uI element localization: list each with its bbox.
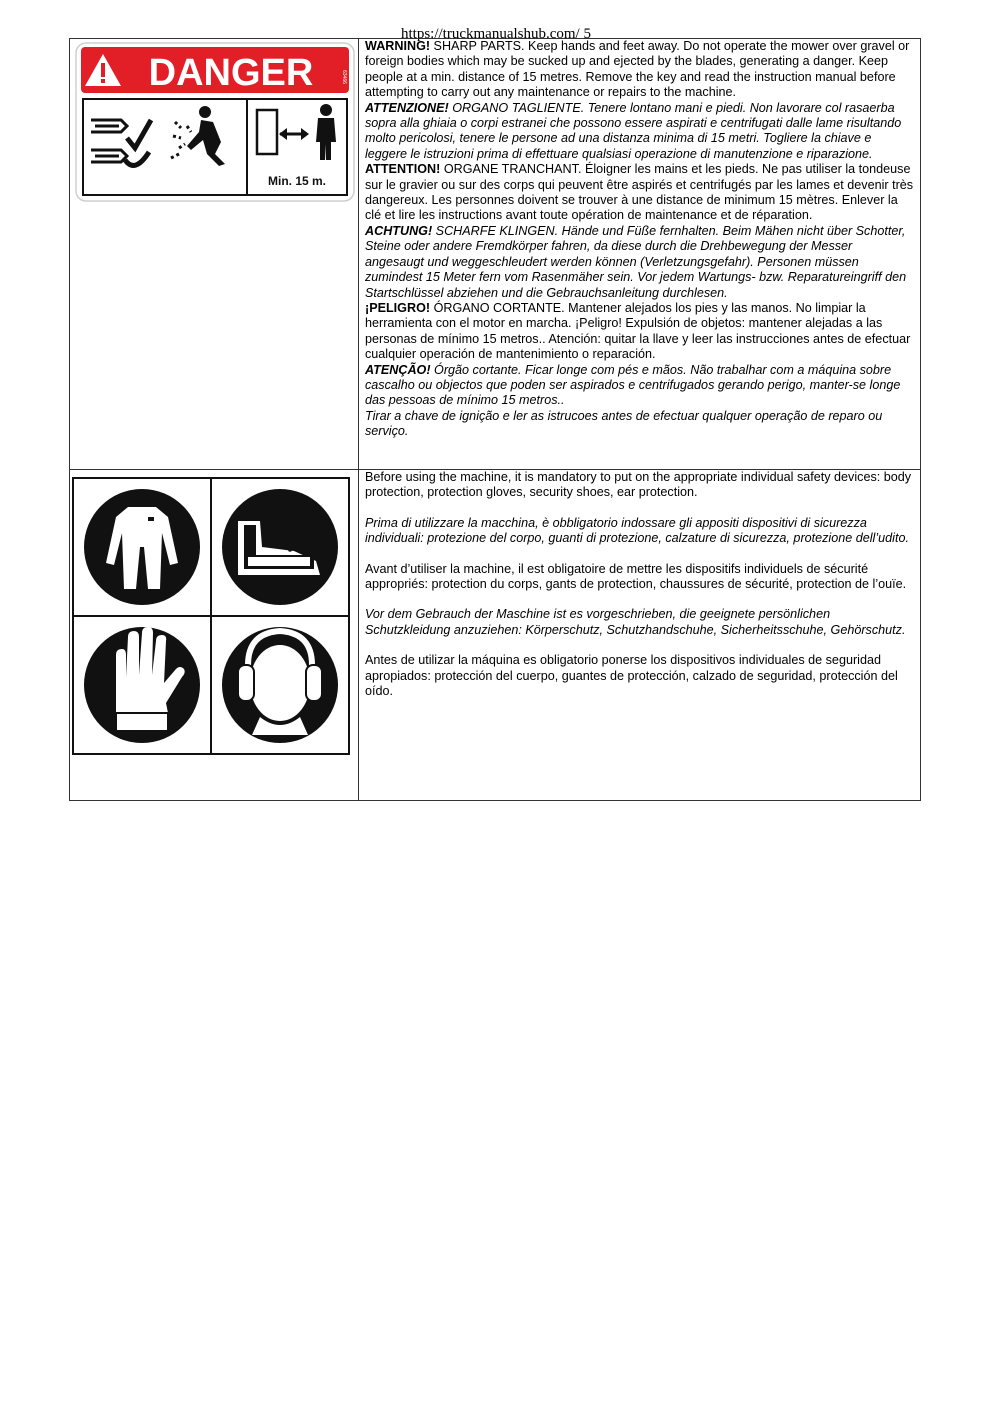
danger-label-cell xyxy=(70,39,359,470)
warning-paragraph xyxy=(365,39,914,101)
warning-paragraph xyxy=(365,409,914,440)
warning-text: Tirar a chave de ignição e ler as istrucoes antes de efectuar qualquer operação de reparo ou serviço. xyxy=(365,408,883,439)
danger-label xyxy=(75,42,355,202)
ppe-paragraph: Before using the machine, it is mandatory to put on the appropriate individual safety devices: body protection, protection gloves, security shoes, ear protection. xyxy=(365,470,912,500)
danger-title: DANGER xyxy=(148,52,314,94)
ppe-graphic xyxy=(72,477,350,755)
warning-text: ORGANO TAGLIENTE. Tenere lontano mani e piedi. Non lavorare col rasaerba sopra alla ghiaia o corpi estranei che possono essere aspirati e centrifugati dalle lame risultando molto pericolosi, tenere le persone ad una distanza minima di 15 metri. Togliere la chiave e leggere le istruzioni prima di effettuare qualsiasi operazione di manutenzione e riparazione. xyxy=(365,100,902,161)
danger-row xyxy=(70,39,921,470)
warning-text: SCHARFE KLINGEN. Hände und Füße fernhalten. Beim Mähen nicht über Schotter, Steine oder andere Fremdkörper fahren, da diese durch die Drehbewegung der Messer angesaugt und weggeschleudert werden können (Verletzungsgefahr). Personen müssen zumindest 15 Meter fern vom Rasenmäher sein. Vor jedem Wartungs- bzw. Reparatureingriff den Startschlüssel abziehen und die Gebrauchsanleitung durchlesen. xyxy=(365,223,907,300)
warnings-text-cell xyxy=(359,39,921,470)
warning-lead: ACHTUNG! xyxy=(365,223,433,238)
warnings-list xyxy=(365,39,914,440)
ppe-paragraph: Prima di utilizzare la macchina, è obbligatorio indossare gli appositi dispositivi di sicurezza individuali: protezione del corpo, guanti di protezione, calzature di sicurezza, protezione dell’udito. xyxy=(365,515,909,546)
glove-icon xyxy=(84,627,200,743)
warning-lead: ATTENTION! xyxy=(365,162,441,177)
warning-text: ÓRGANO CORTANTE. Mantener alejados los pies y las manos. No limpiar la herramienta con el motor en marcha. ¡Peligro! Expulsión de objetos: mantener alejadas a las personas de mínimo 15 metros.. Atención: quitar la llave y leer las instrucciones antes de efectuar cualquier operación de mantenimiento o reparación. xyxy=(365,300,911,362)
ear-protection-icon xyxy=(222,627,338,743)
warning-paragraph xyxy=(365,101,914,163)
ppe-paragraph: Vor dem Gebrauch der Maschine ist es vorgeschrieben, die geeignete persönlichen Schutzkleidung anzuziehen: Körperschutz, Schutzhandschuhe, Sicherheitsschuhe, Gehörschutz. xyxy=(365,607,906,637)
min-distance-text: Min. 15 m. xyxy=(267,174,327,188)
warning-text: Órgão cortante. Ficar longe com pés e mãos. Não trabalhar com a máquina sobre cascalho ou objectos que poden ser aspirados e centrifugados gerando perigo, manter-se longe das pessoas de mínimo 15 metros.. xyxy=(365,362,901,408)
warning-paragraph xyxy=(365,363,914,409)
ppe-grid xyxy=(72,477,358,760)
paragraph-gap xyxy=(365,592,914,607)
paragraph-gap xyxy=(365,547,914,562)
ppe-icons-cell xyxy=(70,470,359,801)
warning-paragraph xyxy=(365,224,914,301)
ppe-text-list xyxy=(365,470,914,699)
paragraph-gap xyxy=(365,501,914,516)
ppe-paragraph: Antes de utilizar la máquina es obligatorio ponerse los dispositivos individuales de seguridad apropiados: protección del cuerpo, guantes de protección, calzado de seguridad, protección del oído. xyxy=(365,653,898,699)
coverall-icon xyxy=(84,489,200,605)
header-url: https://truckmanualshub.com/ 5 xyxy=(401,26,591,42)
warning-lead: ATTENZIONE! xyxy=(365,100,449,115)
ppe-text-cell xyxy=(359,470,921,801)
warning-paragraph xyxy=(365,162,914,224)
warning-lead: WARNING! xyxy=(365,39,431,53)
warning-lead: ¡PELIGRO! xyxy=(365,300,431,315)
warning-lead: ATENÇÃO! xyxy=(365,362,431,377)
label-code: 63466 xyxy=(341,70,347,84)
danger-label-graphic xyxy=(75,42,355,202)
ppe-paragraph: Avant d’utiliser la machine, il est obligatoire de mettre les dispositifs individuels de sécurité appropriés: protection du corps, gants de protection, chaussures de sécurité, protection de l’ouïe. xyxy=(365,561,907,592)
paragraph-gap xyxy=(365,638,914,653)
safety-table xyxy=(69,38,921,801)
warning-text: SHARP PARTS. Keep hands and feet away. Do not operate the mower over gravel or foreign bodies which may be sucked up and ejected by the blades, generating a danger. Keep people at a min. distance of 15 metres. Remove the key and read the instruction manual before attempting to carry out any maintenance or repairs to the machine. xyxy=(365,39,910,100)
warning-paragraph xyxy=(365,301,914,363)
ppe-row xyxy=(70,470,921,801)
safety-shoe-icon xyxy=(222,489,338,605)
warning-text: ORGANE TRANCHANT. Éloigner les mains et les pieds. Ne pas utiliser la tondeuse sur le gravier ou sur des corps qui peuvent être aspirés et centrifugés par les lames et devenir très dangereux. Les personnes doivent se trouver à une distance de minimum 15 mètres. Enlever la clé et lire les instructions avant toute opération de maintenance et de réparation. xyxy=(365,162,914,223)
